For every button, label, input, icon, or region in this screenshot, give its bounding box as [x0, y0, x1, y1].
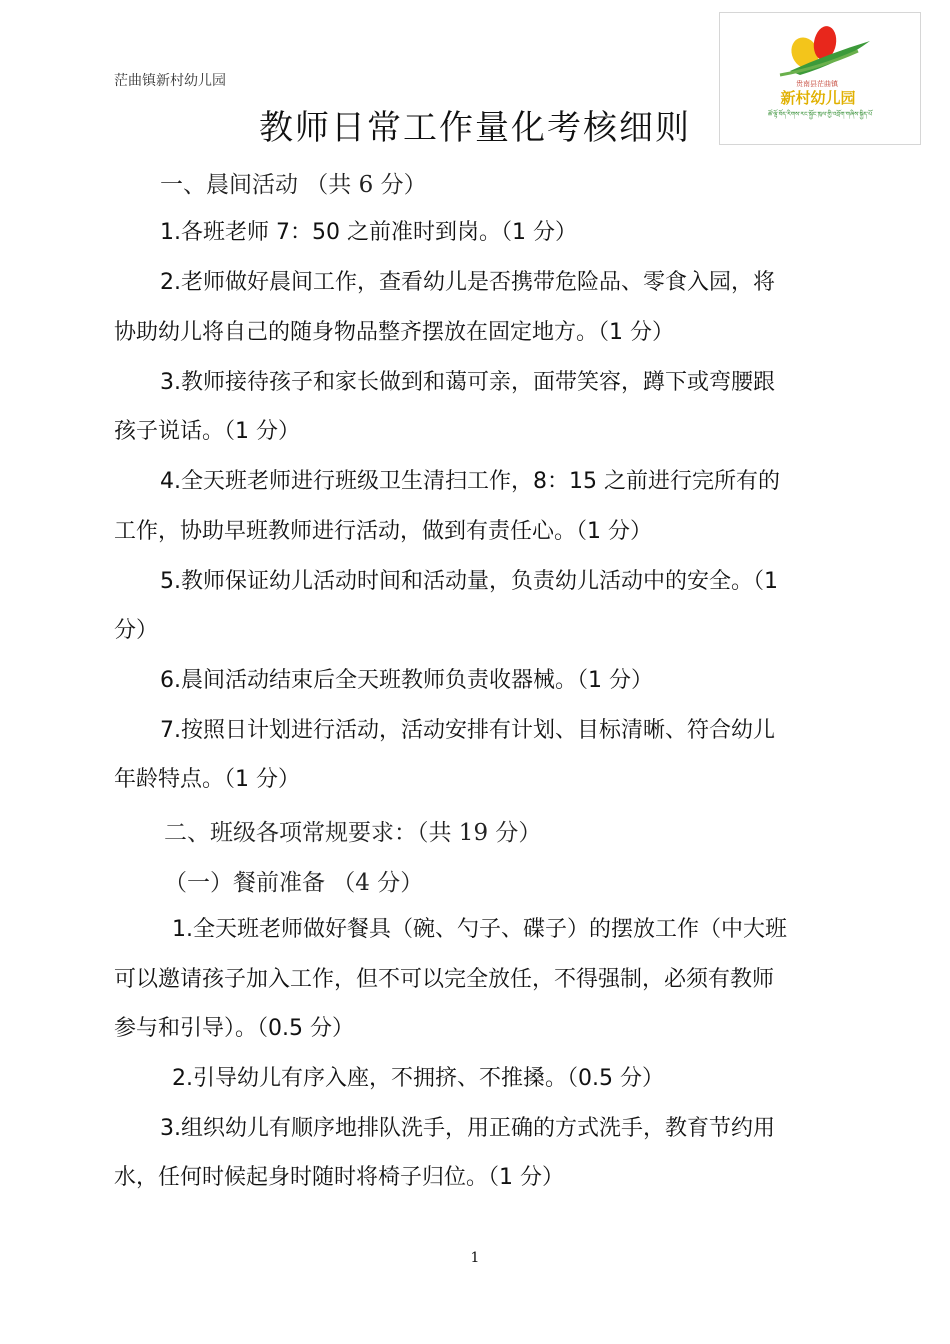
logo-top-text: 贵南县茫曲镇: [796, 80, 838, 88]
section-1-item-5-line-1: 5.教师保证幼儿活动时间和活动量，负责幼儿活动中的安全。（1: [160, 569, 778, 594]
document-title: 教师日常工作量化考核细则: [259, 108, 691, 148]
section-1-heading: 一、晨间活动 （共 6 分）: [160, 172, 427, 198]
section-1-item-3-line-2: 孩子说话。（1 分）: [114, 419, 300, 444]
section-2-item-3-line-1: 3.组织幼儿有顺序地排队洗手，用正确的方式洗手，教育节约用: [160, 1116, 775, 1141]
section-1-item-5-line-2: 分）: [114, 618, 159, 643]
section-2-item-1-line-2: 可以邀请孩子加入工作，但不可以完全放任，不得强制，必须有教师: [114, 967, 775, 992]
header-org-name: 茫曲镇新村幼儿园: [114, 73, 226, 89]
section-2-item-3-line-2: 水，任何时候起身时随时将椅子归位。（1 分）: [114, 1165, 564, 1190]
page-number: 1: [470, 1250, 480, 1266]
section-1-item-1-line-1: 1.各班老师 7：50 之前准时到岗。（1 分）: [160, 220, 577, 245]
section-1-item-7-line-2: 年龄特点。（1 分）: [114, 767, 300, 792]
section-1-item-7-line-1: 7.按照日计划进行活动，活动安排有计划、目标清晰、符合幼儿: [160, 718, 775, 743]
section-2-item-2-line-1: 2.引导幼儿有序入座，不拥挤、不推搡。（0.5 分）: [172, 1066, 664, 1091]
section-1-item-6-line-1: 6.晨间活动结束后全天班教师负责收器械。（1 分）: [160, 668, 653, 693]
section-2-item-1-line-3: 参与和引导）。（0.5 分）: [114, 1016, 354, 1041]
section-2-heading: 二、班级各项常规要求：（共 19 分）: [164, 820, 542, 846]
section-1-item-2-line-1: 2.老师做好晨间工作，查看幼儿是否携带危险品、零食入园，将: [160, 270, 775, 295]
section-2-item-1-line-1: 1.全天班老师做好餐具（碗、勺子、碟子）的摆放工作（中大班: [172, 917, 787, 942]
logo-name-text: 新村幼儿园: [780, 89, 856, 107]
section-1-item-4-line-1: 4.全天班老师进行班级卫生清扫工作，8：15 之前进行完所有的: [160, 469, 780, 494]
section-1-item-4-line-2: 工作，协助早班教师进行活动，做到有责任心。（1 分）: [114, 519, 652, 544]
section-1-item-3-line-1: 3.教师接待孩子和家长做到和蔼可亲，面带笑容，蹲下或弯腰跟: [160, 370, 775, 395]
logo-sub-text: ཚོ་ལྷོ་བོད་རིགས་རང་སྐྱོང་ཁུལ་གྱི་འབྲོག་གཞིས་སྐྱིད་པོ: [767, 111, 873, 118]
section-1-item-2-line-2: 协助幼儿将自己的随身物品整齐摆放在固定地方。（1 分）: [114, 320, 674, 345]
section-2-sub-heading: （一）餐前准备 （4 分）: [164, 870, 424, 896]
